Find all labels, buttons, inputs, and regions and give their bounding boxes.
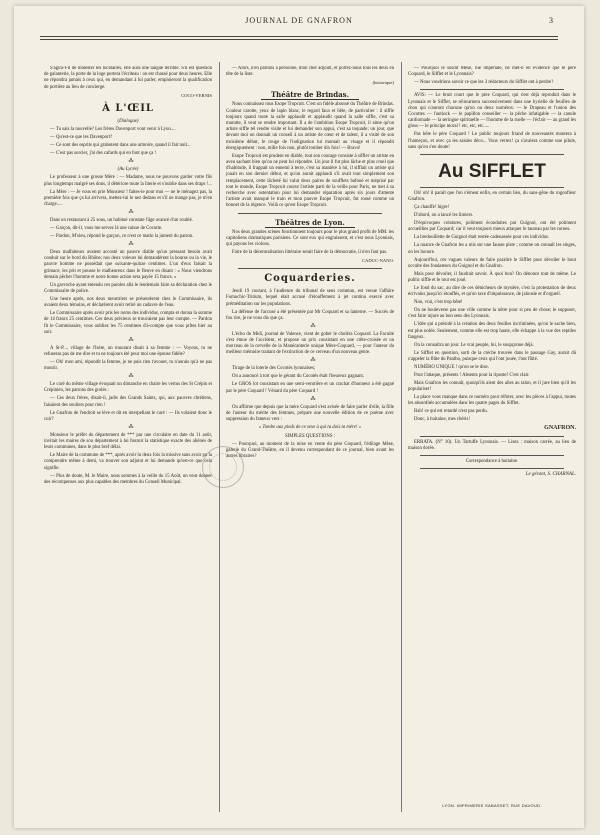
paragraph: L'idée qui a présidé à la création des deux feuilles incriminées, qu'on le sache bien, est plus noble. Seulement, comme elle est trop haute, elle échappe à la vue des reptiles fangeux. [408, 322, 576, 340]
column-1 [44, 66, 212, 811]
paragraph: Deux malfaiteurs avaient accosté un pauvre diable qu'un pressant besoin avait conduit sur le bord du Rhône; nos deux voleurs lui demandèrent la bourse ou la vie, le pauvre homme ne possédait que soixante-quinze centimes. L'un d'eux faisait la grimace, les prit et pousse le malheureux dans le fleuve en disant : « Nous viendrons demain pêcher l'homme et notre bonne action sera payée 15 francs. » [44, 250, 212, 280]
paragraph: — Plus de doute, M. le Maire, nous sommes à la veille du 15 Août, on veut donner des récompenses aux plus capables des membres du Conseil Municipal. [44, 473, 212, 485]
masthead [14, 16, 584, 32]
signature: CADUC-NANO. [361, 258, 394, 264]
section-title [226, 218, 394, 227]
paragraph: L'écho du Midi, journal de Valence, vient de gober le choléra Coquard. La Faculté s'est émue de l'accident, et propose un prix consistant en une crête-croisée et un morceau de la cervelle de la Manécanterie unique Mère-Coquard, — pour l'auteur du meilleur mémoire traitant de l'extinction de ce cerveau d'un nouveau genre. [226, 331, 394, 356]
paragraph: — C'est pas sorcier, j'ai des cafards qui en font que ça ! [50, 151, 157, 157]
page-number: 3 [549, 16, 554, 25]
column-divider [219, 62, 220, 812]
paragraph: Nous connaissez tous Esope Tropcuit. C'est un fidèle abonné du Théâtre de Brindas. Couleur carotte, yeux de lapin blanc, le regard faux et bête, de particulier : il siffle toujours quand toute la salle applaudit et applaudit quand la salle siffle, c'est sa marotte, il veut se rendre important. Il a de l'ambition Esope Tropcuit, il aime qu'un artiste siffle tel rendre visite et lui demander son appui, c'est sa toquade; un jour, que devant moi on donnait un conseil à un artiste de cœur et de talent, il a visité de son troisième début, le rouge de l'indignation lui montait au visage et il répondit énergiquement : non, mille fois non, plutôt tomber dix fois! — Bravo! [226, 102, 394, 151]
paragraph: La place vous manque dans ce numéro pour réfuter, avec les pièces à l'appui, toutes les absurdités accumulées dans les quatre pages du Sifflet. [408, 395, 576, 407]
separator-star: ⁂ [128, 159, 134, 165]
newspaper-page [14, 6, 584, 828]
paragraph: Le Maire de la commune de ***, après avoir lu deux fois la missive sans avoir pu la comprendre même à demi, va trouver son adjoint et lui demande qu'est-ce que cela signifie. [44, 453, 212, 471]
journal-title: JOURNAL DE GNAFRON [245, 16, 353, 25]
paragraph: — Pardon, M'sieu, répond le garçon, ce n'est ce matin la jument du patron. [50, 234, 194, 240]
subtitle: (Dialogue) [117, 118, 139, 124]
paragraph: Le GROS lot consistant en une semi-ventrière et un crachat d'honneur a été gagné par le père Coquard ! Vénard du père Coquard ! [226, 382, 394, 394]
separator-star: ⁂ [310, 323, 316, 329]
section-title-text: Théâtres de Lyon. [265, 218, 355, 228]
section-title [226, 90, 394, 99]
subheading: SIMPLES QUESTIONS : [284, 433, 336, 439]
errata: ERRATA. (N° 10). Un Tartuffe Lyonnais. — Lisez : maison carrée, au lieu de maison dorée. [408, 439, 576, 451]
section-title-text: Théâtre de Brindas. [261, 90, 359, 100]
paragraph: Donc, à huitaine, mes chéris! [414, 417, 470, 423]
gerant-signature: Le gérant, S. CHARNAL. [525, 472, 576, 478]
paragraph: D'abord, on a lancé les limiers. [414, 213, 474, 219]
paragraph: Esope Tropcuit est prudent en diable, tout son courage consiste à siffler un artiste en aveu sachant bien qu'on ne peut lui répondre. Un jour il fut plus lâche et plus cruel que d'habitude, il frappait un ennemi à terre, c'est sa manière à lui, il sifflait un artiste qui jouait en son dernier début, et qu'on aurait applaudi s'il avait tout simplement son remplacement, cette lâcheté lui valut deux paires de soufflets bafoué et méprisé par tout le monde, Esope Tropcuit courut l'artiste parti de la veille pour Paris, ne met à sa recherche avec ostentation pour lui demander réparation après six jours d'attente l'artiste avait manqué le train et mon pauvre Esope Tropcuit, fut rossé comme un bonnet de la régence. Voilà ce qu'est Esope Tropcuit. [226, 153, 394, 209]
separator-star: ⁂ [310, 396, 316, 402]
paragraph: On a annoncé à tort que le gérant du Cocotés était l'heureux gagnant. [232, 374, 365, 380]
paragraph: Pour l'attaque, présents ! Absents pour la riposte! C'est clair. [414, 373, 530, 379]
paragraph: — Ces deux frères, disait-il, jadis des Grands Saints, qui, aux pauvres chrétiens, faisaient des souliers pour rien ! [44, 396, 212, 408]
signature: (historique) [372, 80, 394, 86]
paragraph: — Nous voudrions savoir ce que les 3 rédacteurs du Sifflet ont à perdre? [414, 80, 554, 86]
correspondance-note: Correspondance à huitaine. [465, 459, 519, 465]
paragraph: Oh! oh! il paraît que l'on s'émeut enfin, en certain lieu, du sans-gêne du rogonfleur Gnafron. [408, 191, 576, 203]
paragraph: D'équivoques créatures, poliment éconduites par Guignol, ont été poliment accueillies par Coquard; car il veut toujours mieux attaquer le taureau par les cornes. [408, 221, 576, 233]
paragraph: Le Sifflet en question, sorti de la crèche trouvée dans le passage Gay, aurait dû s'appeler la flûte du Pantho, puisque ceux qui l'ont jouée, l'ont flûté. [408, 350, 576, 363]
paragraph: — Alors, n'en parlons à personne, mon cher adjoint, et portez-nous tous les deux en tête de la liste. [226, 66, 394, 78]
paragraph: Dans un restaurant à 25 sous, un habitué constate l'âge avancé d'un roublé. [50, 218, 193, 224]
library-stamp [202, 446, 244, 488]
paragraph: A St-P..., village de l'Isère, un mourant disait à sa femme : — Voyons, tu ne refuseras pas de me dire et tu ne toujours été pour moi une épouse fidèle? [44, 345, 212, 358]
signature: GNAFRON. [544, 425, 576, 432]
subtitle: (Au Lycée) [117, 167, 139, 173]
quote: « Tombe aux pieds de ce sexe à qui tu dois ta mère! » [258, 425, 362, 431]
paragraph: Un gavroche ayant entendu ces paroles alla le lendemain faire sa déclaration chez le Commissaire de police. [44, 282, 212, 295]
paragraph: Une heure après, nos deux meurtriers se présentèrent chez le Commissaire, ils avaient deux témoins, et déclarèrent avoir retiré un cadavre de l'eau. [44, 297, 212, 309]
top-rule-2 [40, 39, 558, 40]
column-2 [226, 66, 394, 811]
separator-star: ⁂ [128, 242, 134, 248]
divider [420, 468, 564, 469]
paragraph: On ne bouleverse pas une ville comme la nôtre pour si peu de chose; le supposer, c'est faire injure au bon sens des Lyonnais. [408, 308, 576, 320]
separator-star: ⁂ [128, 424, 134, 430]
paragraph: Le professeur à une grosse Mère : — Madame, nous ne pouvons garder votre fils plus longtemps malgré ses dons, il détériore toute la literie et s'oublie dans ses draps !... [44, 175, 212, 187]
paragraph: La bredouillette de Guignol était restée cadenassée pour ces individus. [414, 235, 550, 241]
section-title: Coquarderies. [264, 273, 356, 285]
divider [238, 213, 382, 214]
paragraph: Bah! ce qui est retardé n'est pas perdu. [414, 409, 488, 415]
paragraph: Ça chauffe! higre! [414, 205, 450, 211]
signature: COCO-VERNIS [181, 92, 212, 98]
paragraph: Pas bête le père Coquard ! Le public toujours friand de nouveautés montera à l'hameçon, et avec ça les saisies déco... Vous verrez! ça s'avalera comme une pilule, sans qu'on s'en doute! [408, 132, 576, 150]
column-3 [408, 66, 576, 811]
separator-star: ⁂ [128, 337, 134, 343]
paragraph: Le curé du même village évoquait un dimanche en chaire les vertus des St Crépin et Crépinien, les patrons des grolés : [44, 382, 212, 394]
paragraph: Le Gnafron de l'endroit se lève et dit en interpellant le curé : — Ils volaient donc le cuir? [44, 410, 212, 422]
divider [420, 154, 564, 155]
paragraph: Mais Gnafron les connaît, quoiqu'ils aient des ailes au talon, et il jure bien qu'il les populariser! [408, 381, 576, 393]
paragraph: — Pourquoi, au moment de la mise en vente du père Coquard, l'édilage Mèse, galerie du Grand-Théâtre, en il devenu correspondant de ce journal, bien avant les autres libraires? [226, 441, 394, 460]
paragraph: La Mère : — Je vous en prie Monsieur ! faites-le pour moi — ne le ménagez pas, la première fois que ça lui arrivera, mettez-lui le nez dedans et s'il ne mange pas, je m'en charge..... [44, 189, 212, 208]
paragraph: La défense de l'accusé a été présentée par Mr Coquard et sa lanterne. — Succès de fou rire, je ne vous dis que ça. [226, 309, 394, 321]
printer-imprint: LYON. IMPRIMERIE SABASSET, RUE DAVOUD. [442, 803, 542, 808]
paragraph: Le Commissaire après avoir pris les noms des individus, compta et donna la somme de 14 francs 25 centimes. Ces deux précieux se trouvaient pas leur compte. — Pardon fit le Commissaire, vous oubliez les 75 centimes d'à-compte que vous prîtes hier au soir. [44, 311, 212, 335]
paragraph: — Tu sais la nouvelle? Les frères Davenport vont venir à Lyon.... [50, 127, 176, 133]
paragraph: — Pourquoi le susdit Mèse, rue impériale, ne met-il en évidence que le père Coquard, le Sifflet et le Lyonnais? [408, 66, 576, 78]
paragraph: Monsieur le préfet du département de *** par une circulaire en date du 11 août, invitait les maires de son département à lui fournir la statistique exacte des aliénés de leurs communes, dans le plus bref délai. [44, 432, 212, 451]
paragraph: — Garçon, dit-il, vous me servez là une caisse de Cocotte. [50, 226, 163, 232]
section-title: À L'ŒIL [102, 102, 154, 114]
divider [420, 187, 564, 188]
divider [238, 268, 382, 269]
paragraph: — Qu'est-ce que les Davenport? [50, 135, 113, 141]
paragraph: AVIS: — Le bruit court que le père Coquard, qui s'est déjà reproduit dans le Lyonnais et le Sifflet, se réincarnera successivement dans une kyrielle de feuilles de chou qui n'auront chacune qu'un ou deux numéros: — le Drapeau et l'union des Cocottes — l'autiock — le papillon conseiller — la pêche infatigable — la canule cardiomade — la seringue spirituelle — l'homme de la ruelle — l'éclair — au grand les gloss — le principe moral ! etc, etc, etc..... [408, 93, 576, 130]
separator-star: ⁂ [310, 358, 316, 364]
paragraph: Aujourd'hui, ces vagues valeurs de faire paraître le Sifflet pour dévoiler le bout occulte des fondateurs du Guignol et du Gnafron. [408, 257, 576, 269]
paragraph: Le fond du sac, au dire de ces dénicheurs de mystère, c'est la protestation de deux écrivains jusqu'ici étouffés, et qu'on taxe d'impuissance, de jalousie et d'orgueil. [408, 286, 576, 298]
section-title: Au SIFFLET [438, 161, 546, 183]
divider [420, 455, 564, 456]
paragraph: On affirme que depuis que la mère Coquard s'est avisée de faire parler d'elle, la fille de l'auteur du mérite des femmes, prépare une nouvelle édition de ce poème avec suppression du fameux vers : [226, 404, 394, 423]
paragraph: NUMÉRO UNIQUE ! qu'on se le dise. [414, 365, 489, 371]
divider [420, 89, 564, 90]
column-divider [401, 62, 402, 812]
paragraph: Nos deux grandes scènes fonctionnent toujours pour le plus grand profit de MM. les capitoliens dramatiques parisiens. Ce sont eux qui engraissent, et c'est nous Lyonnais, qui payons les violons. [226, 229, 394, 248]
paragraph: Mais pour dévoiler, il faudrait savoir. À quoi bon? On dénonce tout de même. Le public siffle et le tour est joué. [408, 271, 576, 284]
paragraph: S'agira-t-il de molester les locataires, elle aura une langue terrible. S'il est question de galanterie, la porte de la loge portera l'écriteau : on est chassé pour deux heures. Elle ne répondra jamais à ceux qui, en demandant à lui parler, emploieront la qualification de portière au lieu de concierge. [44, 66, 212, 90]
paragraph: Non, vrai, c'est trop bête! [414, 300, 463, 306]
separator-star: ⁂ [128, 210, 134, 216]
paragraph: — Oh! mon ami, répondit la femme, je ne puis rien t'avouer, tu n'aurais qu'à ne pas mourir. [44, 360, 212, 372]
paragraph: — Ce sont des esprits qui grabotent dans une armoire, quand il fait nuit... [50, 143, 191, 149]
paragraph: Faire de la décentralisation littéraire serait faire de la démocratie, il n'en faut pas. [232, 250, 388, 256]
paragraph: La nuance de Gnafron les a mis sur une fausse piste ; comme on connaît les singes, on les honore. [408, 243, 576, 255]
separator-star: ⁂ [128, 374, 134, 380]
divider [420, 436, 564, 437]
paragraph: On la connaîtra un jour. Le vrai peuple, lui, le soupçonne déjà. [414, 342, 534, 348]
paragraph: Jeudi 19 courant, à l'audience du tribunal de sens commun, est venue l'affaire Fumochic-Tritium, lequel était accusé d'étouffement à jet continu exercé avec préméditation sur les populations. [226, 289, 394, 307]
top-rule [40, 36, 558, 37]
paragraph: Tirage de la loterie des Cocotés lyonnaises; [232, 366, 316, 372]
